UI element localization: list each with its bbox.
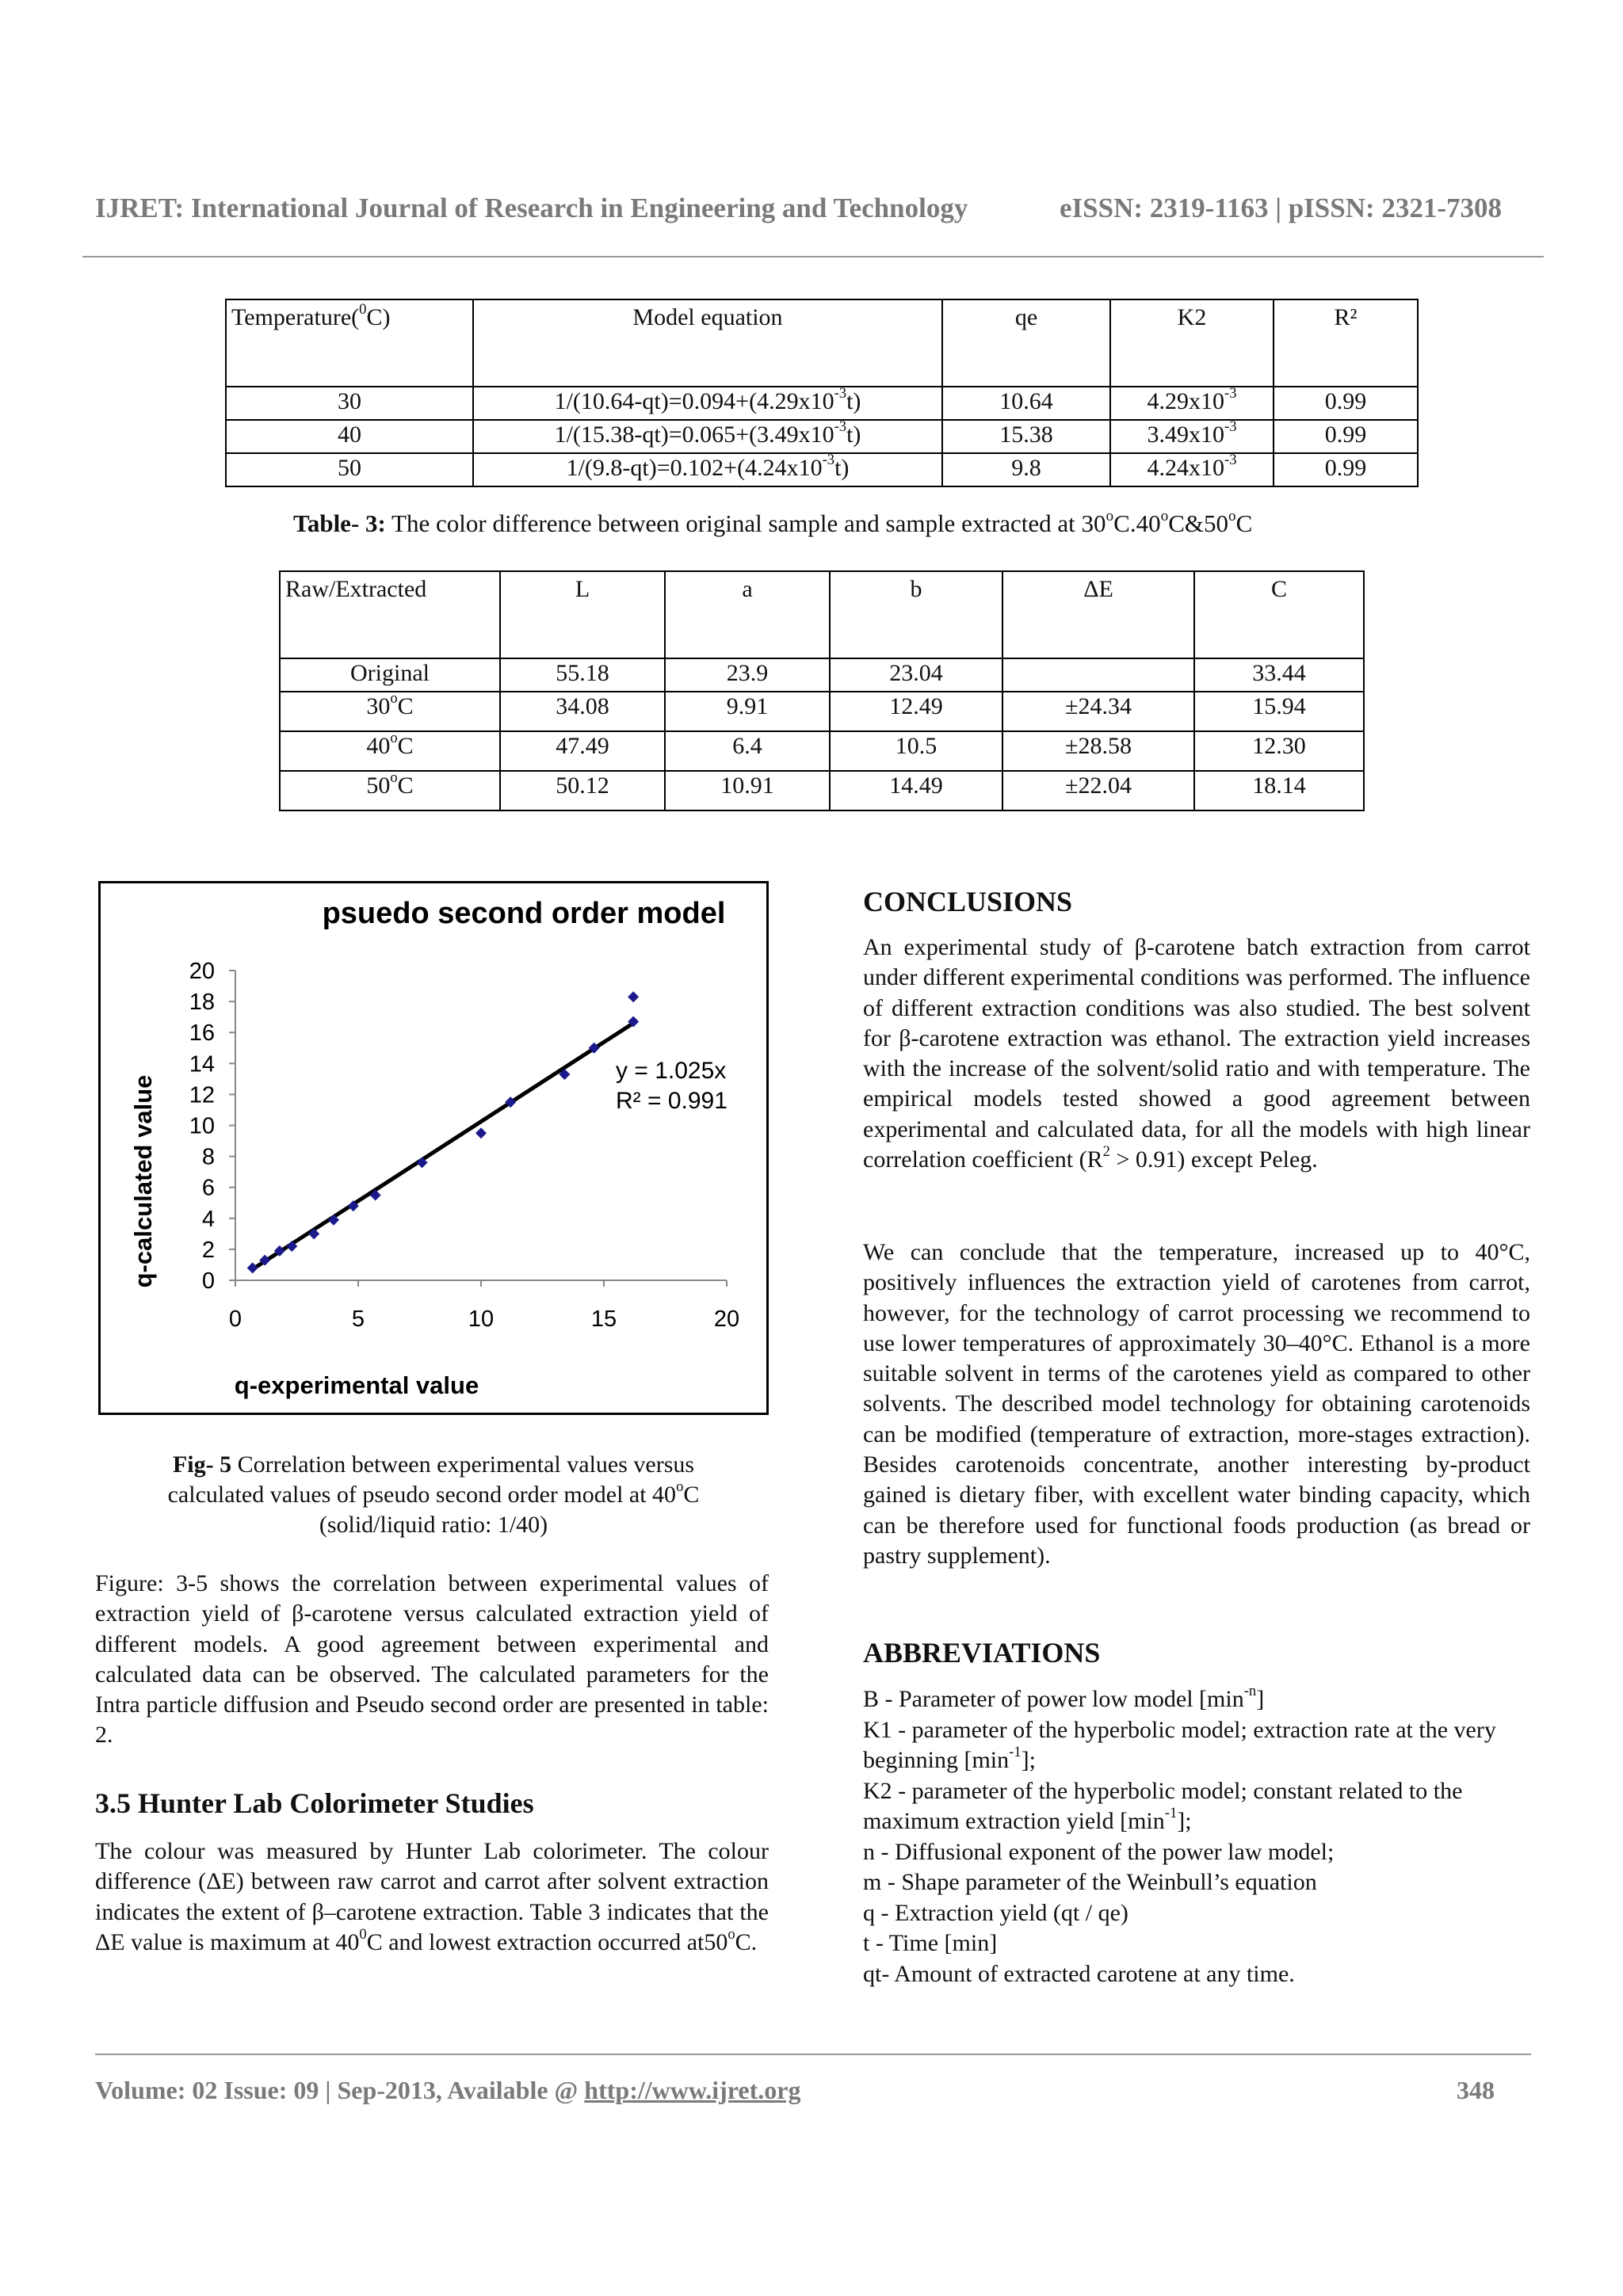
y-tick-label: 18 [189,990,215,1016]
y-tick-label: 6 [201,1175,215,1201]
cell-a: 6.4 [665,731,830,771]
color-difference-table [279,570,1365,811]
cell-l: 50.12 [500,771,665,810]
hunter-lab-paragraph: The colour was measured by Hunter Lab colorimeter. The colour difference (ΔE) between raw carrot and carrot after solvent extraction indicates the extent of β–carotene extraction. Table 3 indicates that the ΔE value is maximum at $40^0C$ and lowest extraction occurred at50$^o$C. [95,1838,769,1955]
x-tick-label: 10 [468,1306,495,1332]
chart-title: psuedo second order model [322,897,726,930]
conclusions-paragraph-1: An experimental study of β-carotene batch extraction from carrot under different experimental conditions was performed. The influence of different extraction conditions was also studied. The best solvent for β-carotene extraction was ethanol. The extraction yield increases with the increase of the solvent/solid ratio and with temperature. The empirical models tested showed a good agreement between experimental and calculated data, for all the models with high linear correlation coefficient $(R^2 > 0.91)$ except Peleg. [863,934,1530,1173]
table-header-row [226,299,1418,387]
abbreviation-item: t - Time [min] [863,1930,998,1956]
trendline [253,1023,634,1269]
header-k2: K2 [1110,299,1274,387]
page-number: 348 [1457,2076,1495,2104]
y-tick-label: 4 [201,1206,215,1232]
header-b: b [830,571,1002,658]
cell-qe: 9.8 [942,453,1110,486]
cell-label: 40$^o$C [280,731,500,771]
cell-r2: 0.99 [1274,453,1418,486]
y-tick-label: 0 [201,1268,215,1294]
header-qe: qe [942,299,1110,387]
cell-l: 34.08 [500,692,665,731]
cell-temp: 30 [226,387,473,420]
cell-l: 55.18 [500,658,665,692]
abbreviation-item: B - Parameter of power low model $[\min^{-n}]$ [863,1683,1265,1712]
header-temperature: Temperature($^0$C) [226,299,473,387]
conclusions-heading: CONCLUSIONS [863,886,1073,917]
table-row [280,771,1364,810]
data-point [628,991,639,1002]
cell-equation: $1/(10.64-qt)=0.094+(4.29x10^{-3}t)$ [473,387,942,420]
cell-delta-e: ±22.04 [1002,771,1194,810]
abbreviation-item: qt- Amount of extracted carotene at any time. [863,1960,1295,1987]
y-tick-label: 2 [201,1237,215,1263]
chart-x-axis-label: q-experimental value [234,1371,479,1399]
cell-qe: 10.64 [942,387,1110,420]
cell-delta-e [1002,658,1194,692]
abbreviations-list [863,1684,1530,1989]
data-point [475,1127,487,1138]
figure-5-caption: Fig- 5 Correlation between experimental values versus calculated values of pseudo second order model at 40$^o$C (solid/liquid ratio: 1/40) [167,1451,700,1538]
cell-b: 12.49 [830,692,1002,731]
cell-c: 33.44 [1194,658,1364,692]
journal-title: IJRET: International Journal of Research in Engineering and Technology [95,193,968,223]
chart-y-axis-label: q-calculated value [129,1074,157,1288]
cell-a: 9.91 [665,692,830,731]
header-c: C [1194,571,1364,658]
figure-discussion-paragraph: Figure: 3-5 shows the correlation between experimental values of extraction yield of β-carotene versus calculated extraction yield of different models. A good agreement between experimental and calculated data can be observed. The calculated parameters for the Intra particle diffusion and Pseudo second order are presented in table: 2. [95,1570,769,1749]
y-tick-label: 14 [189,1051,215,1077]
cell-b: 14.49 [830,771,1002,810]
figure-5-chart-frame [98,881,769,1415]
abbreviations-heading: ABBREVIATIONS [863,1637,1101,1669]
table-row [226,387,1418,420]
cell-delta-e: ±24.34 [1002,692,1194,731]
trendline-r-squared: R² = 0.991 [616,1088,727,1114]
header-divider [82,256,1544,257]
cell-c: 18.14 [1194,771,1364,810]
journal-issn: eISSN: 2319-1163 | pISSN: 2321-7308 [1060,193,1503,223]
cell-a: 10.91 [665,771,830,810]
table3-caption: Table- 3: The color difference between original sample and sample extracted at 30$^o$C.40$^o$C&50$^o$C [293,507,1253,537]
cell-l: 47.49 [500,731,665,771]
x-tick-label: 5 [351,1306,365,1332]
pseudo-second-order-chart [101,883,766,1413]
header-delta-e: ΔE [1002,571,1194,658]
x-tick-label: 20 [713,1306,740,1332]
table-row [226,420,1418,453]
table-row [226,453,1418,486]
header-l: L [500,571,665,658]
model-equation-table [225,299,1419,487]
cell-c: 12.30 [1194,731,1364,771]
y-tick-label: 10 [189,1113,215,1139]
journal-url-link[interactable]: http://www.ijret.org [584,2076,801,2104]
table-row [280,731,1364,771]
footer-divider [95,2054,1531,2055]
table-header-row [280,571,1364,658]
abbreviation-item: K1 - parameter of the hyperbolic model; extraction rate at the very beginning $[\min^{-1}]$; [863,1716,1496,1773]
cell-label: 50$^o$C [280,771,500,810]
trendline-equation: y = 1.025x [616,1058,727,1084]
header-raw-extracted: Raw/Extracted [280,571,500,658]
table-row [280,692,1364,731]
cell-equation: $1/(15.38-qt)=0.065+(3.49x10^{-3}t)$ [473,420,942,453]
footer-volume: Volume: 02 Issue: 09 | Sep-2013, Available @ http://www.ijret.org [95,2076,801,2104]
conclusions-paragraph-2: We can conclude that the temperature, increased up to 40°C, positively influences the extraction yield of carotenes from carrot, however, for the technology of carrot processing we recommend to use lower temperatures of approximately 30–40°C. Ethanol is a more suitable solvent in terms of the carotenes yield as compared to other solvents. The described model technology for obtaining carotenoids can be modified (temperature of extraction, more-stages extraction). Besides carotenoids concentrate, another interesting by-product gained is dietary fiber, with excellent water binding capacity, which can be therefore used for functional foods production (as bread or pastry supplement). [863,1239,1530,1569]
cell-temp: 40 [226,420,473,453]
header-a: a [665,571,830,658]
data-point [247,1262,258,1273]
abbreviation-item: K2 - parameter of the hyperbolic model; constant related to the maximum extraction yield $[\min^{-1}]$; [863,1777,1463,1834]
x-tick-label: 15 [590,1306,617,1332]
cell-temp: 50 [226,453,473,486]
cell-label: 30$^o$C [280,692,500,731]
cell-c: 15.94 [1194,692,1364,731]
y-tick-label: 16 [189,1020,215,1047]
y-tick-label: 20 [189,959,215,984]
cell-qe: 15.38 [942,420,1110,453]
y-tick-label: 8 [201,1144,215,1170]
abbreviation-item: m - Shape parameter of the Weinbull’s equation [863,1869,1317,1895]
cell-b: 10.5 [830,731,1002,771]
cell-k2: $4.24x10^{-3}$ [1110,453,1274,486]
cell-r2: 0.99 [1274,420,1418,453]
abbreviation-item: q - Extraction yield (qt / qe) [863,1899,1128,1926]
cell-delta-e: ±28.58 [1002,731,1194,771]
table-row [280,658,1364,692]
cell-r2: 0.99 [1274,387,1418,420]
cell-a: 23.9 [665,658,830,692]
cell-equation: $1/(9.8-qt)=0.102+(4.24x10^{-3}t)$ [473,453,942,486]
cell-k2: $3.49x10^{-3}$ [1110,420,1274,453]
header-model-equation: Model equation [473,299,942,387]
x-tick-label: 0 [228,1306,242,1332]
y-tick-label: 12 [189,1082,215,1108]
section-heading-hunter-lab: 3.5 Hunter Lab Colorimeter Studies [95,1787,534,1819]
header-r2: R² [1274,299,1418,387]
abbreviation-item: n - Diffusional exponent of the power law model; [863,1838,1335,1865]
cell-k2: $4.29x10^{-3}$ [1110,387,1274,420]
cell-b: 23.04 [830,658,1002,692]
cell-label: Original [280,658,500,692]
